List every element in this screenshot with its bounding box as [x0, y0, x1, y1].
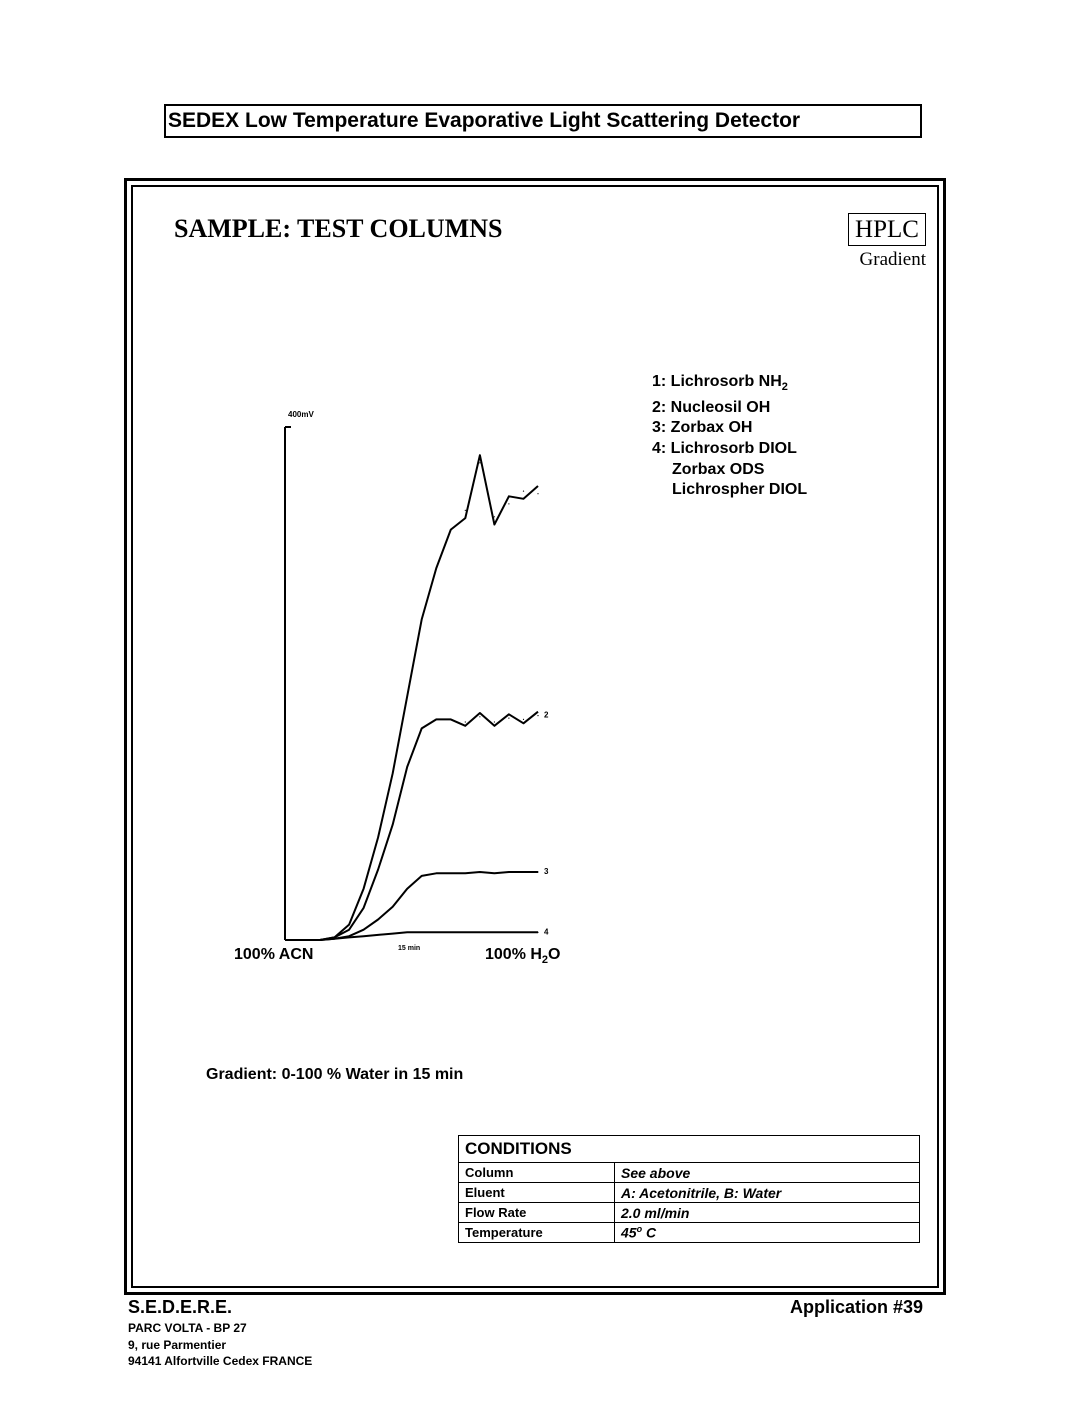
conditions-header: CONDITIONS	[459, 1136, 920, 1163]
data-point	[378, 919, 379, 920]
legend-item: 4: Lichrosorb DIOL	[652, 439, 797, 457]
data-point	[407, 696, 408, 697]
legend-item: Lichrospher DIOL	[672, 481, 808, 499]
column-legend	[652, 372, 807, 501]
legend-item: 3: Zorbax OH	[652, 419, 753, 437]
data-point	[465, 510, 466, 511]
data-point	[450, 529, 451, 530]
data-point	[334, 938, 335, 939]
data-point	[421, 875, 422, 876]
data-point	[508, 932, 509, 933]
data-point	[523, 491, 524, 492]
data-point	[407, 888, 408, 889]
data-point	[436, 568, 437, 569]
data-point	[465, 873, 466, 874]
data-point	[407, 932, 408, 933]
chromatogram-chart	[270, 400, 570, 952]
legend-item: 1: Lichrosorb $NH_2$	[652, 373, 788, 394]
data-point	[537, 932, 538, 933]
data-point	[537, 715, 538, 716]
data-point	[537, 871, 538, 872]
data-point	[494, 516, 495, 517]
chart-axes	[285, 410, 420, 952]
data-point	[465, 721, 466, 722]
data-point	[494, 721, 495, 722]
footer-organization: S.E.D.E.R.E.	[128, 1297, 233, 1317]
sample-title: SAMPLE: TEST COLUMNS	[174, 214, 503, 243]
legend-item: Zorbax ODS	[672, 460, 765, 478]
data-point	[494, 873, 495, 874]
data-point	[508, 503, 509, 504]
legend-item: 2: Nucleosil OH	[652, 398, 771, 416]
series-label: 2	[544, 710, 549, 720]
hplc-badge: HPLC	[848, 213, 926, 246]
data-point	[523, 932, 524, 933]
data-point	[465, 932, 466, 933]
data-point	[363, 888, 364, 889]
data-point	[363, 929, 364, 930]
condition-value: 45$^o$ C	[615, 1223, 920, 1243]
data-point	[479, 932, 480, 933]
condition-key: Column	[459, 1163, 615, 1183]
data-point	[378, 869, 379, 870]
conditions-table	[458, 1135, 920, 1243]
data-point	[421, 728, 422, 729]
data-point	[450, 873, 451, 874]
address-line: PARC VOLTA - BP 27	[128, 1321, 247, 1335]
data-point	[436, 932, 437, 933]
x-mid-label: 15 min	[398, 945, 421, 952]
series-line-2	[320, 712, 538, 940]
data-point	[523, 871, 524, 872]
data-point	[349, 924, 350, 925]
data-point	[392, 773, 393, 774]
footer-address	[128, 1320, 312, 1370]
condition-key: Flow Rate	[459, 1203, 615, 1223]
address-line: 94141 Alfortville Cedex FRANCE	[128, 1354, 313, 1368]
series-layer	[319, 455, 549, 940]
condition-key: Temperature	[459, 1223, 615, 1243]
data-point	[378, 837, 379, 838]
data-point	[319, 939, 320, 940]
data-point	[378, 934, 379, 935]
data-point	[494, 932, 495, 933]
data-point	[392, 824, 393, 825]
series-line-4	[320, 932, 538, 940]
data-point	[392, 906, 393, 907]
condition-value: See above	[615, 1163, 920, 1183]
y-max-label: 400mV	[288, 410, 314, 419]
table-row	[459, 1203, 920, 1223]
x-end-label: 100% $H_2O$	[485, 946, 561, 967]
table-row	[459, 1223, 920, 1243]
document-banner-title: SEDEX Low Temperature Evaporative Light Scattering Detector	[164, 104, 922, 138]
data-point	[479, 871, 480, 872]
condition-value: 2.0 ml/min	[615, 1203, 920, 1223]
data-point	[537, 493, 538, 494]
data-point	[450, 719, 451, 720]
data-point	[436, 873, 437, 874]
series-line-1	[320, 455, 538, 940]
address-line: 9, rue Parmentier	[128, 1337, 227, 1352]
data-point	[363, 936, 364, 937]
data-point	[479, 716, 480, 717]
data-point	[392, 933, 393, 934]
data-point	[363, 907, 364, 908]
data-point	[450, 932, 451, 933]
data-point	[421, 619, 422, 620]
x-start-label: 100% ACN	[234, 946, 314, 963]
data-point	[508, 718, 509, 719]
table-row	[459, 1183, 920, 1203]
data-point	[349, 937, 350, 938]
gradient-note: Gradient: 0-100 % Water in 15 min	[206, 1066, 464, 1083]
data-point	[349, 929, 350, 930]
series-label: 4	[544, 927, 549, 937]
data-point	[479, 462, 480, 463]
condition-value: A: Acetonitrile, B: Water	[615, 1183, 920, 1203]
condition-key: Eluent	[459, 1183, 615, 1203]
data-point	[421, 932, 422, 933]
series-line-3	[320, 872, 538, 940]
application-number: Application #39	[790, 1297, 924, 1317]
data-point	[508, 871, 509, 872]
data-point	[407, 766, 408, 767]
hplc-subtitle: Gradient	[859, 249, 926, 270]
data-point	[523, 719, 524, 720]
series-label: 3	[544, 867, 549, 876]
data-point	[436, 719, 437, 720]
table-row	[459, 1163, 920, 1183]
